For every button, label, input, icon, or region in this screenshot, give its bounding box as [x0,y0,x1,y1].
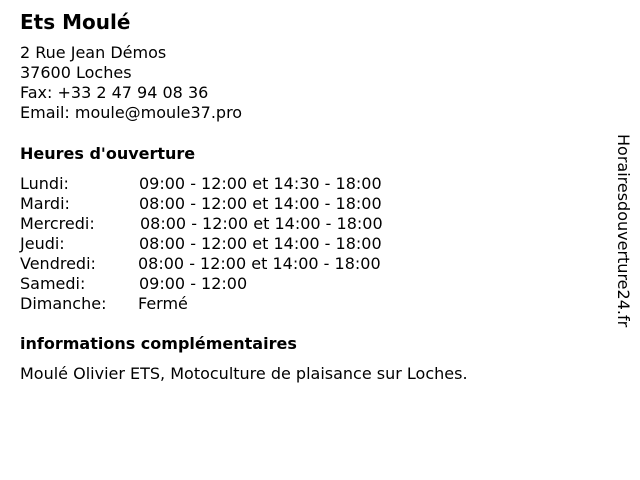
day-label: Samedi: [20,274,86,293]
time-range: 08:00 - 12:00 et 14:00 - 18:00 [138,254,381,273]
site-watermark [612,134,634,346]
time-range: 08:00 - 12:00 et 14:00 - 18:00 [139,194,382,213]
day-label: Jeudi: [20,234,65,253]
day-label: Dimanche: [20,294,107,313]
business-name: Ets Moulé [20,10,131,34]
day-label: Mercredi: [20,214,95,233]
time-range: 09:00 - 12:00 et 14:30 - 18:00 [139,174,382,193]
opening-hours-heading: Heures d'ouverture [20,144,196,163]
watermark-text: Horairesdouverture24.fr [614,134,633,328]
address-line-street: 2 Rue Jean Démos [20,43,167,62]
address-line-city: 37600 Loches [20,63,132,82]
day-label: Vendredi: [20,254,96,273]
time-range: Fermé [138,294,188,313]
contact-block [20,43,242,123]
time-range: 08:00 - 12:00 et 14:00 - 18:00 [140,214,383,233]
additional-info-heading: informations complémentaires [20,334,297,353]
fax-number: Fax: +33 2 47 94 08 36 [20,83,209,102]
email-address: Email: moule@moule37.pro [20,103,243,122]
additional-info-text: Moulé Olivier ETS, Motoculture de plaisance sur Loches. [20,364,468,383]
time-range: 08:00 - 12:00 et 14:00 - 18:00 [139,234,382,253]
time-range: 09:00 - 12:00 [139,274,248,293]
day-label: Mardi: [20,194,70,213]
day-label: Lundi: [20,174,69,193]
